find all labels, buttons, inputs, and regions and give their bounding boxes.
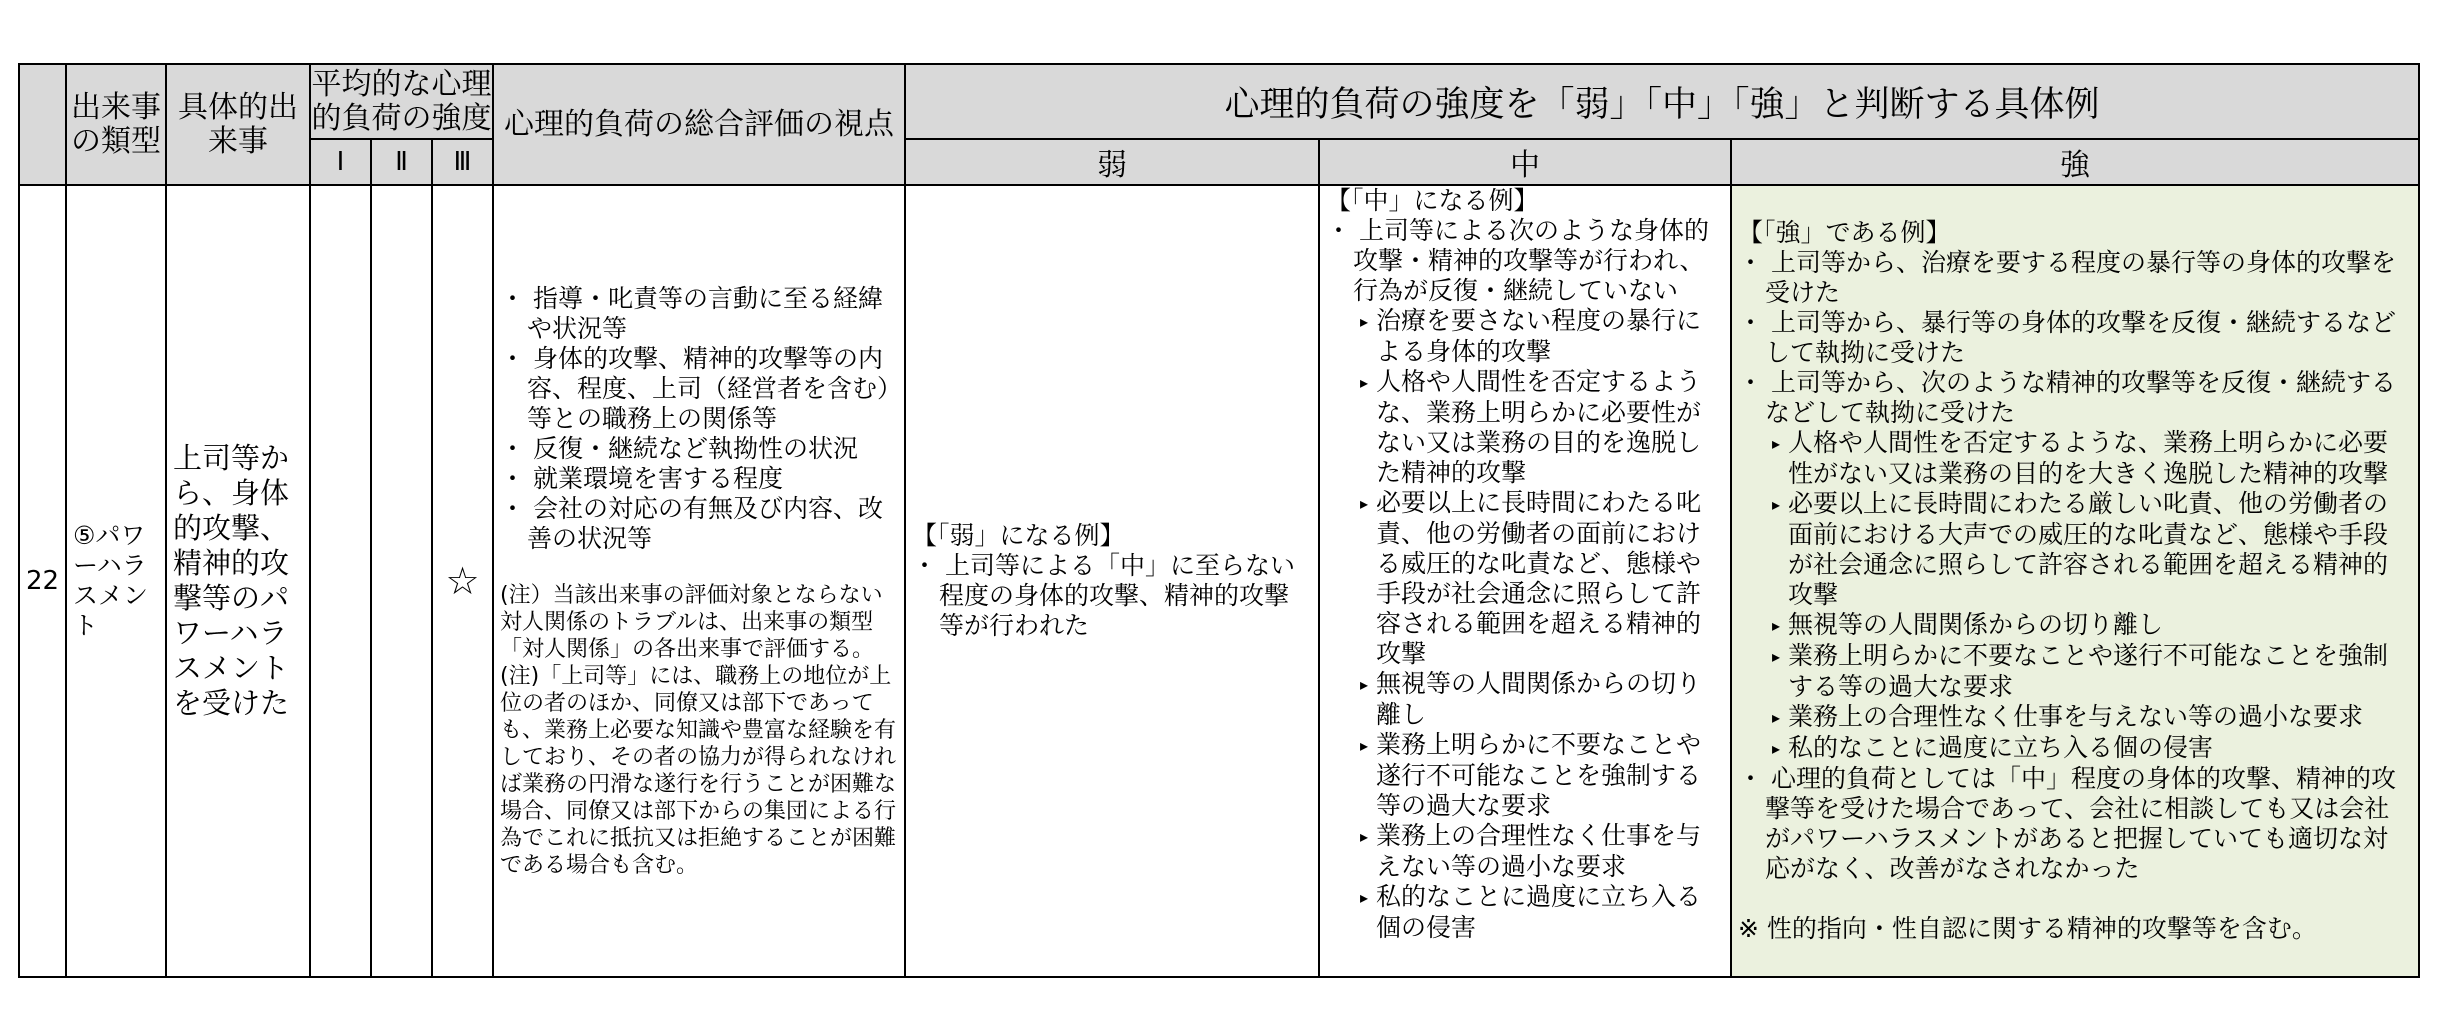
triangle-bullet-icon: ▸ bbox=[1772, 647, 1781, 666]
viewpoint-item: ・ 反復・継続など執拗性の状況 bbox=[500, 433, 858, 463]
triangle-bullet-icon: ▸ bbox=[1772, 616, 1781, 635]
medium-sub-item-text: 業務上明らかに不要なことや遂行不可能なことを強制する等の過大な要求 bbox=[1376, 730, 1702, 820]
strong-examples-cell bbox=[1731, 185, 2419, 977]
weak-examples-cell bbox=[905, 185, 1319, 977]
header-level-2: Ⅱ bbox=[371, 139, 432, 185]
strong-sub-item-text: 私的なことに過度に立ち入る個の侵害 bbox=[1788, 733, 2214, 762]
medium-examples-cell bbox=[1319, 185, 1731, 977]
triangle-bullet-icon: ▸ bbox=[1772, 495, 1781, 514]
strong-title: 【「強」である例】 bbox=[1738, 218, 1951, 247]
specific-event-cell: 上司等から、身体的攻撃、精神的攻撃等のパワーハラスメントを受けた bbox=[166, 185, 310, 977]
strong-sub-item bbox=[1738, 428, 2412, 489]
medium-sub-item bbox=[1326, 730, 1724, 821]
strong-final-item: ・ 心理的負荷としては「中」程度の身体的攻撃、精神的攻撃等を受けた場合であって、会社に相談しても又は会社がパワーハラスメントがあると把握していても適切な対応がなく、改善がなされなかった bbox=[1738, 764, 2396, 883]
header-number bbox=[19, 64, 66, 185]
medium-sub-item-text: 必要以上に長時間にわたる叱責、他の労働者の面前における威圧的な叱責など、態様や手段が社会通念に照らして許容される範囲を超える精神的攻撃 bbox=[1376, 488, 1702, 668]
viewpoint-notes bbox=[500, 582, 898, 879]
medium-sub-item-text: 業務上の合理性なく仕事を与えない等の過小な要求 bbox=[1376, 821, 1702, 881]
strong-sub-item-text: 業務上の合理性なく仕事を与えない等の過小な要求 bbox=[1788, 702, 2364, 731]
viewpoint-list bbox=[500, 284, 898, 554]
viewpoint-note: (注)「上司等」には、職務上の地位が上位の者のほか、同僚又は部下であっても、業務上必要な知識や豊富な経験を有しており、その者の協力が得られなければ業務の円滑な遂行を行うことが困難な場合、同僚又は部下からの集団による行為でこれに抵抗又は拒絶することが困難である場合も含む。 bbox=[500, 663, 897, 878]
strong-sub-item-text: 無視等の人間関係からの切り離し bbox=[1788, 610, 2164, 639]
triangle-bullet-icon: ▸ bbox=[1360, 494, 1369, 513]
strong-sub-item bbox=[1738, 733, 2412, 764]
triangle-bullet-icon: ▸ bbox=[1360, 373, 1369, 392]
medium-sub-item-text: 治療を要さない程度の暴行による身体的攻撃 bbox=[1376, 306, 1702, 366]
medium-sub-item bbox=[1326, 306, 1724, 367]
header-specific-event: 具体的出来事 bbox=[166, 64, 310, 185]
data-row-22 bbox=[19, 185, 2419, 977]
row-number: 22 bbox=[19, 185, 66, 977]
strong-sub-item bbox=[1738, 641, 2412, 702]
medium-sub-item bbox=[1326, 882, 1724, 943]
viewpoint-item: ・ 就業環境を害する程度 bbox=[500, 463, 783, 493]
triangle-bullet-icon: ▸ bbox=[1772, 739, 1781, 758]
weak-list bbox=[912, 551, 1312, 641]
weak-title: 【「弱」になる例】 bbox=[912, 521, 1125, 550]
level-3-star: ☆ bbox=[432, 185, 493, 977]
medium-intro: ・ 上司等による次のような身体的攻撃・精神的攻撃等が行われ、行為が反復・継続していない bbox=[1326, 216, 1709, 305]
header-strong: 強 bbox=[1731, 139, 2419, 185]
medium-sub-item-text: 無視等の人間関係からの切り離し bbox=[1376, 669, 1702, 729]
strong-sub-list bbox=[1738, 428, 2412, 764]
strong-sub-item bbox=[1738, 702, 2412, 733]
level-1-cell bbox=[310, 185, 371, 977]
medium-sub-item bbox=[1326, 821, 1724, 882]
strong-sub-item-text: 業務上明らかに不要なことや遂行不可能なことを強制する等の過大な要求 bbox=[1788, 641, 2389, 701]
header-viewpoint: 心理的負荷の総合評価の視点 bbox=[493, 64, 905, 185]
header-row-1 bbox=[19, 64, 2419, 139]
header-row-2 bbox=[19, 139, 2419, 185]
medium-title: 【「中」になる例】 bbox=[1326, 186, 1539, 215]
header-weak: 弱 bbox=[905, 139, 1319, 185]
strong-sub-item-text: 必要以上に長時間にわたる厳しい叱責、他の労働者の面前における大声での威圧的な叱責など、態様や手段が社会通念に照らして許容される範囲を超える精神的攻撃 bbox=[1788, 489, 2389, 609]
weak-item: ・ 上司等による「中」に至らない程度の身体的攻撃、精神的攻撃等が行われた bbox=[912, 551, 1295, 640]
medium-sub-item bbox=[1326, 669, 1724, 730]
level-2-cell bbox=[371, 185, 432, 977]
triangle-bullet-icon: ▸ bbox=[1360, 736, 1369, 755]
triangle-bullet-icon: ▸ bbox=[1772, 708, 1781, 727]
header-medium: 中 bbox=[1319, 139, 1731, 185]
strong-item: ・ 上司等から、治療を要する程度の暴行等の身体的攻撃を受けた bbox=[1738, 248, 2396, 307]
triangle-bullet-icon: ▸ bbox=[1360, 675, 1369, 694]
strong-sub-item bbox=[1738, 610, 2412, 641]
medium-sub-item-text: 人格や人間性を否定するような、業務上明らかに必要性がない又は業務の目的を逸脱した精神的攻撃 bbox=[1376, 367, 1702, 487]
strong-item: ・ 上司等から、次のような精神的攻撃等を反復・継続するなどして執拗に受けた bbox=[1738, 368, 2396, 427]
header-level-1: Ⅰ bbox=[310, 139, 371, 185]
strong-item: ・ 上司等から、暴行等の身体的攻撃を反復・継続するなどして執拗に受けた bbox=[1738, 308, 2396, 367]
viewpoint-note: (注）当該出来事の評価対象とならない対人関係のトラブルは、出来事の類型「対人関係」の各出来事で評価する。 bbox=[500, 582, 883, 662]
viewpoint-item: ・ 身体的攻撃、精神的攻撃等の内容、程度、上司（経営者を含む）等との職務上の関係等 bbox=[500, 343, 890, 433]
triangle-bullet-icon: ▸ bbox=[1360, 827, 1369, 846]
strong-sub-item-text: 人格や人間性を否定するような、業務上明らかに必要性がない又は業務の目的を大きく逸脱した精神的攻撃 bbox=[1788, 428, 2389, 488]
strong-sub-item bbox=[1738, 489, 2412, 610]
viewpoint-cell bbox=[493, 185, 905, 977]
viewpoint-item: ・ 会社の対応の有無及び内容、改善の状況等 bbox=[500, 493, 883, 553]
strong-list bbox=[1738, 248, 2412, 428]
header-examples: 心理的負荷の強度を「弱」「中」「強」と判断する具体例 bbox=[905, 64, 2419, 139]
header-event-type: 出来事の類型 bbox=[66, 64, 166, 185]
triangle-bullet-icon: ▸ bbox=[1772, 434, 1781, 453]
medium-sub-item bbox=[1326, 488, 1724, 669]
header-level-3: Ⅲ bbox=[432, 139, 493, 185]
stress-evaluation-table bbox=[18, 63, 2420, 978]
triangle-bullet-icon: ▸ bbox=[1360, 888, 1369, 907]
medium-sub-list bbox=[1326, 306, 1724, 943]
triangle-bullet-icon: ▸ bbox=[1360, 312, 1369, 331]
medium-sub-item-text: 私的なことに過度に立ち入る個の侵害 bbox=[1376, 882, 1702, 942]
viewpoint-item: ・ 指導・叱責等の言動に至る経緯や状況等 bbox=[500, 283, 883, 343]
strong-note: ※ 性的指向・性自認に関する精神的攻撃等を含む。 bbox=[1738, 914, 2317, 943]
header-average-load: 平均的な心理的負荷の強度 bbox=[310, 64, 493, 139]
event-type-cell: ⑤パワーハラスメント bbox=[66, 185, 166, 977]
medium-sub-item bbox=[1326, 367, 1724, 488]
